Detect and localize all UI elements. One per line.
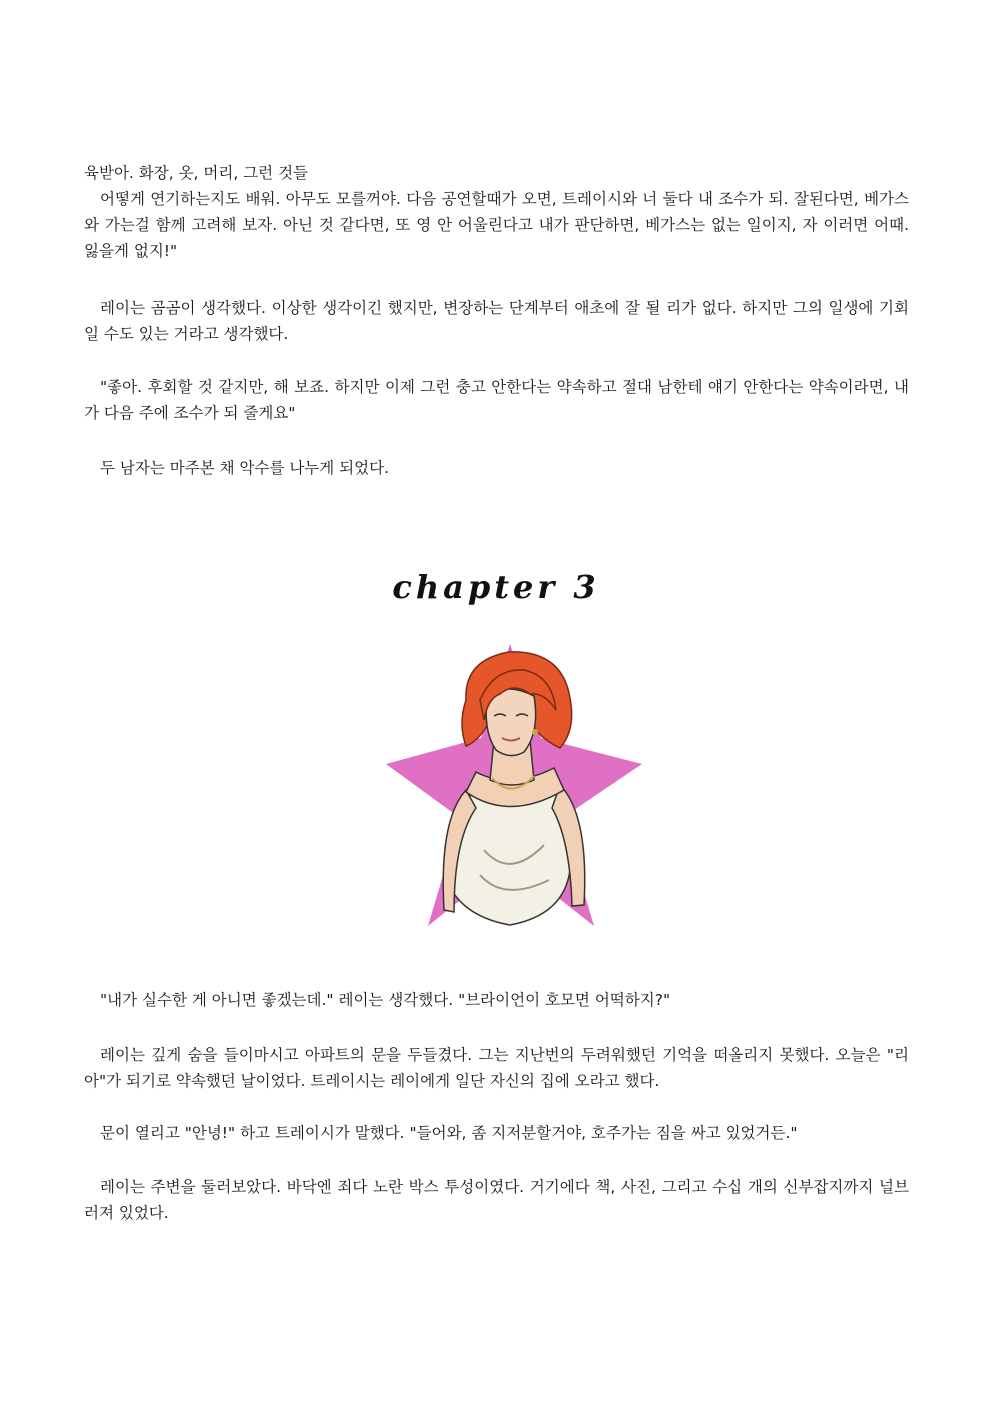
paragraph-8-text: 레이는 주변을 둘러보았다. 바닥엔 죄다 노란 박스 투성이였다. 거기에다 책, 사진, 그리고 수십 개의 신부잡지까지 널브러져 있었다.	[84, 1178, 909, 1222]
paragraph-3	[84, 374, 909, 426]
paragraph-4-text: 두 남자는 마주본 채 악수를 나누게 되었다.	[100, 459, 390, 477]
paragraph-6-text: 레이는 깊게 숨을 들이마시고 아파트의 문을 두들겼다. 그는 지난번의 두려워했던 기억을 떠올리지 못했다. 오늘은 "리아"가 되기로 약속했던 날이었다. 트레이시는 레이에게 일단 자신의 집에 오라고 했다.	[84, 1046, 909, 1090]
paragraph-1-line-1: 육받아. 화장, 옷, 머리, 그런 것들	[84, 164, 309, 182]
paragraph-8	[84, 1174, 909, 1226]
paragraph-2-text: 레이는 곰곰이 생각했다. 이상한 생각이긴 했지만, 변장하는 단계부터 애초에 잘 될 리가 없다. 하지만 그의 일생에 기회일 수도 있는 거라고 생각했다.	[84, 299, 909, 343]
paragraph-7	[84, 1120, 909, 1146]
paragraph-5-text: "내가 실수한 게 아니면 좋겠는데." 레이는 생각했다. "브라이언이 호모면 어떡하지?"	[100, 991, 671, 1009]
paragraph-4	[84, 455, 909, 481]
paragraph-3-text: "좋아. 후회할 것 같지만, 해 보죠. 하지만 이제 그런 충고 안한다는 약속하고 절대 남한테 얘기 안한다는 약속이라면, 내가 다음 주에 조수가 되 줄게요"	[84, 378, 909, 422]
paragraph-2	[84, 295, 909, 347]
earring	[532, 729, 538, 735]
woman-star-illustration	[384, 640, 646, 932]
paragraph-6	[84, 1042, 909, 1094]
paragraph-7-text: 문이 열리고 "안녕!" 하고 트레이시가 말했다. "들어와, 좀 지저분할거야, 호주가는 짐을 싸고 있었거든."	[100, 1124, 798, 1142]
paragraph-1	[84, 160, 909, 264]
chapter-title: chapter 3	[392, 568, 600, 606]
paragraph-1-line-2: 어떻게 연기하는지도 배워. 아무도 모를꺼야. 다음 공연할때가 오면, 트레이시와 너 둘다 내 조수가 되. 잘된다면, 베가스와 가는걸 함께 고려해 보자. 아닌 것 같다면, 또 영 안 어울린다고 내가 판단하면, 베가스는 없는 일이지, 자 이러면 어때. 잃을게 없지!"	[84, 190, 909, 260]
paragraph-5	[84, 987, 909, 1013]
